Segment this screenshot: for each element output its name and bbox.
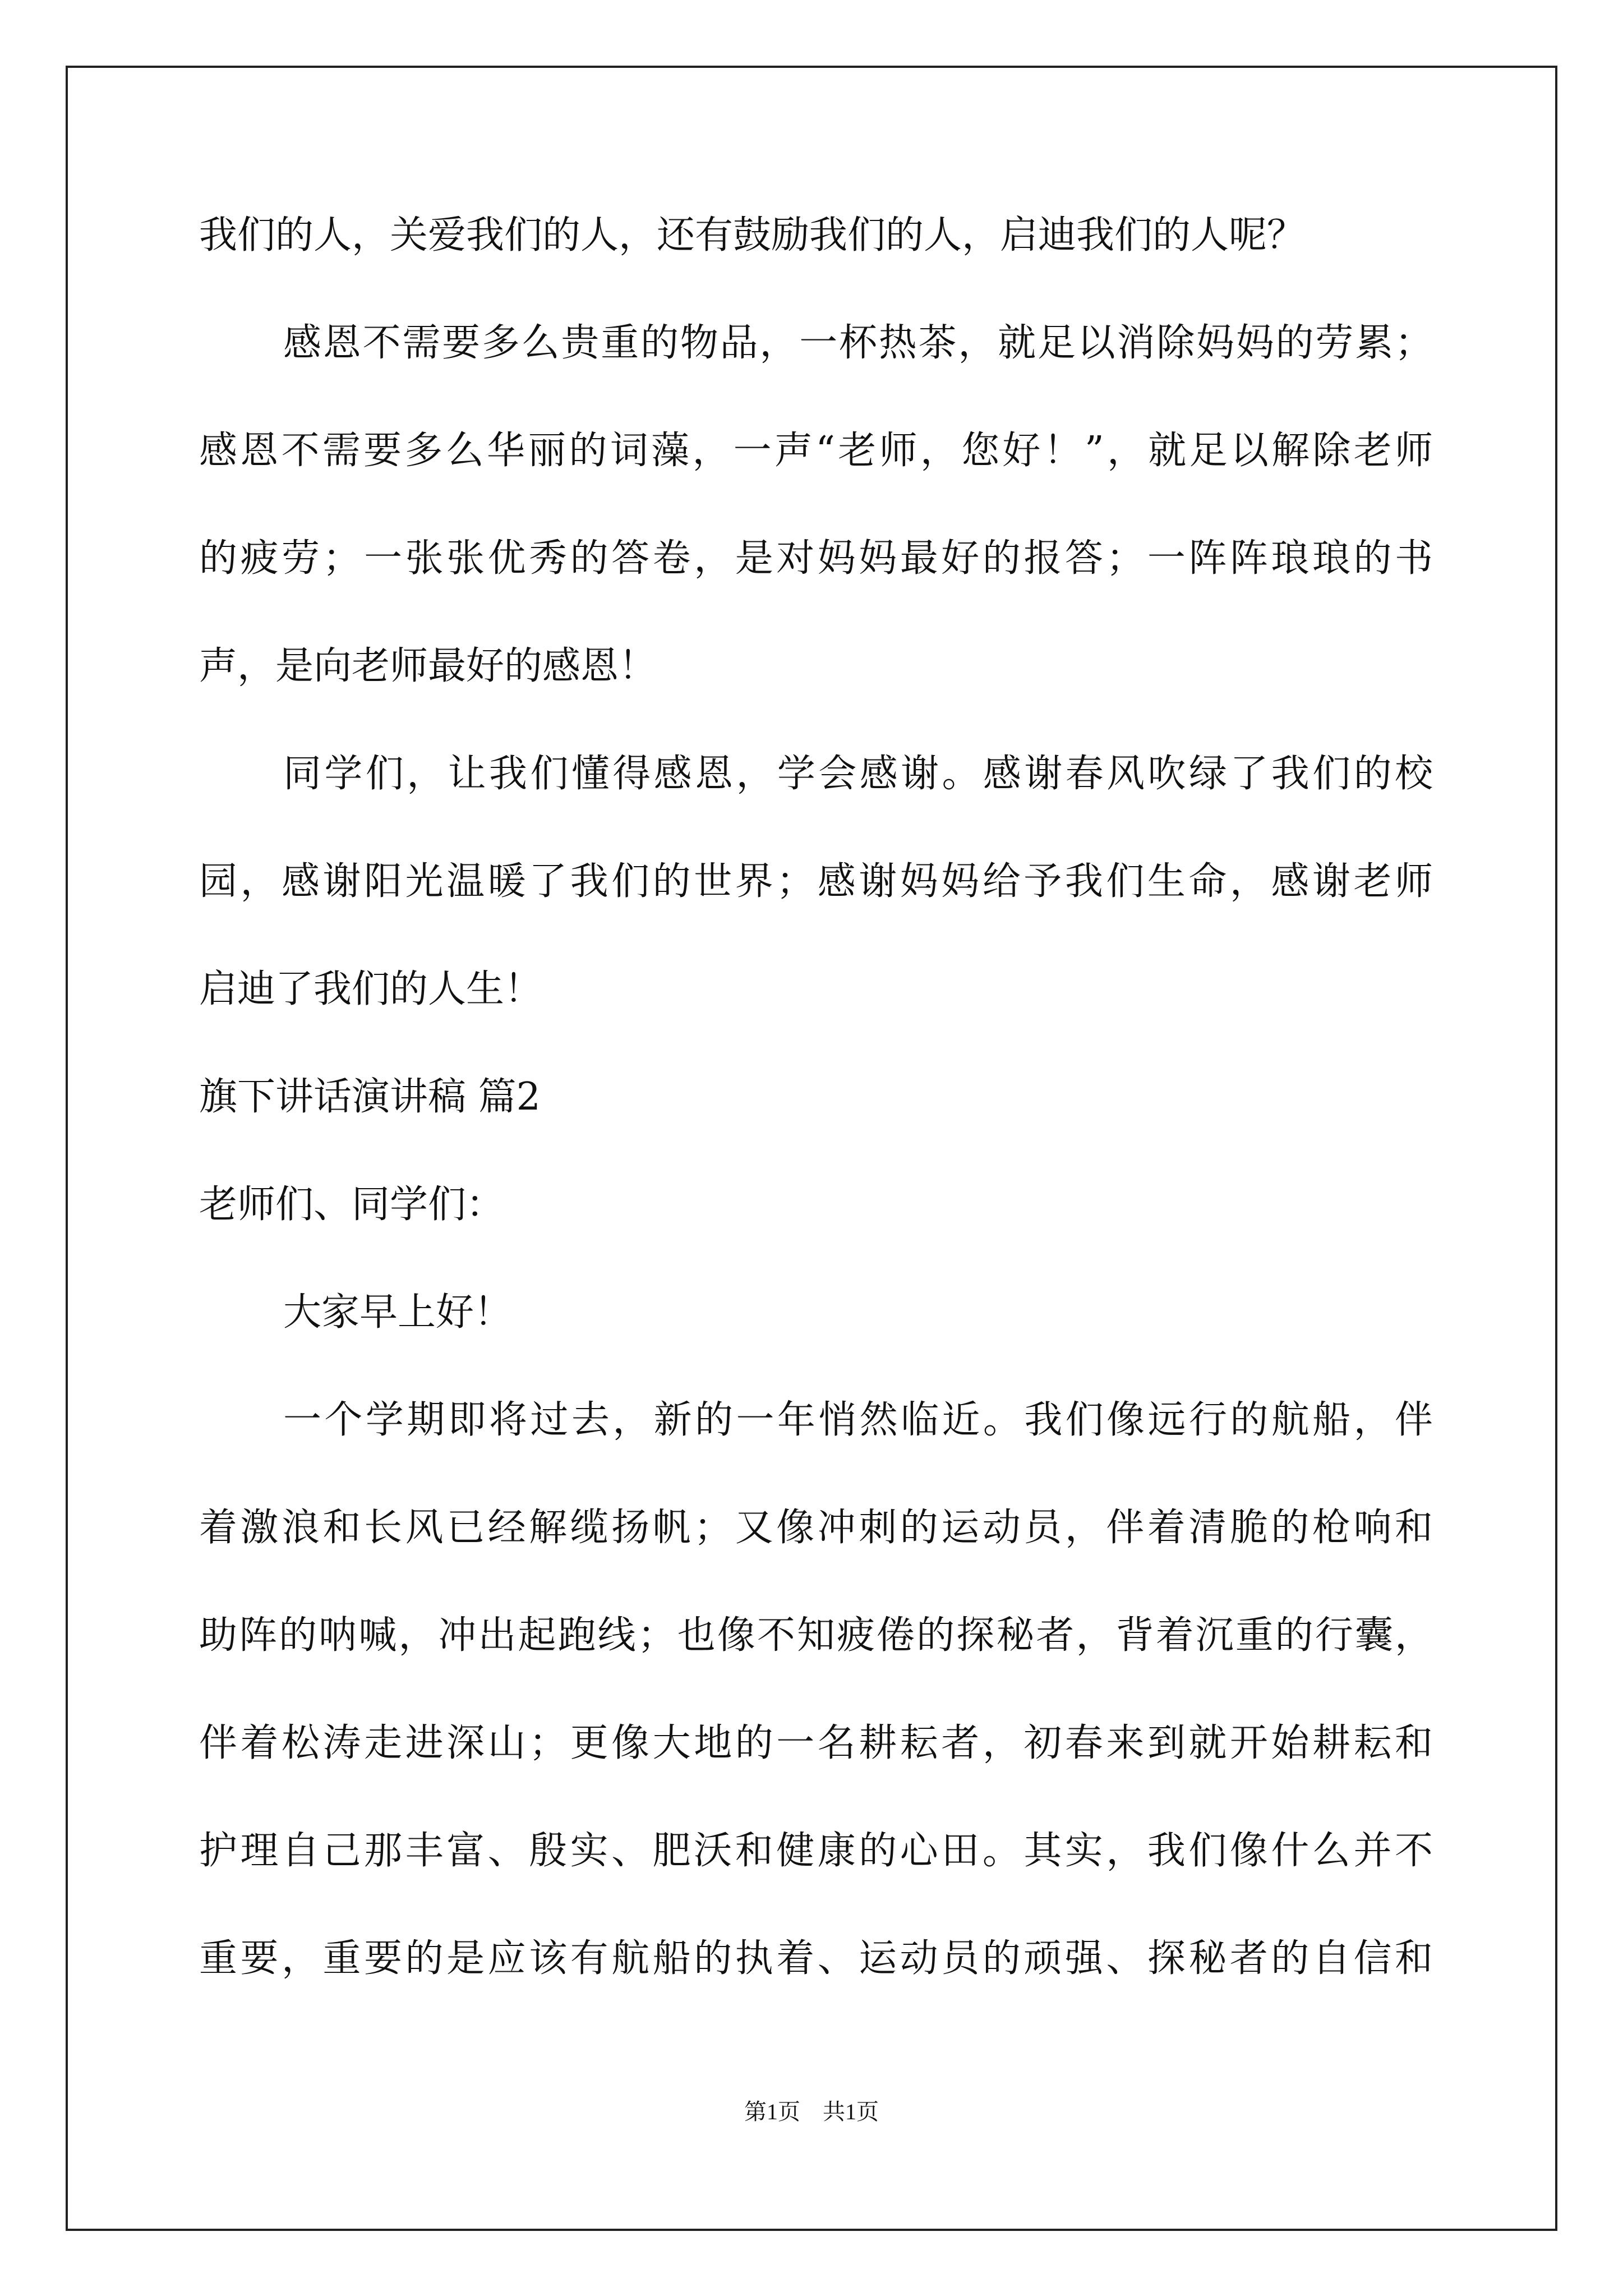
page-footer: 第1页 共1页 — [744, 2099, 879, 2124]
text-line: 我们的人，关爱我们的人，还有鼓励我们的人，启迪我们的人呢？ — [199, 213, 1306, 257]
greeting: 大家早上好！ — [283, 1290, 513, 1335]
salutation: 老师们、同学们： — [199, 1182, 505, 1227]
text-line: 一个学期即将过去，新的一年悄然临近。我们像远行的航船，伴 — [283, 1398, 1433, 1442]
text-line: 着激浪和长风已经解缆扬帆；又像冲刺的运动员，伴着清脆的枪响和 — [199, 1506, 1433, 1550]
text-line: 重要，重要的是应该有航船的执着、运动员的顽强、探秘者的自信和 — [199, 1936, 1433, 1981]
text-line: 感恩不需要多么贵重的物品，一杯热茶，就足以消除妈妈的劳累； — [283, 321, 1433, 365]
text-line: 伴着松涛走进深山；更像大地的一名耕耘者，初春来到就开始耕耘和 — [199, 1721, 1433, 1765]
page-border — [66, 66, 1557, 2231]
text-line: 同学们，让我们懂得感恩，学会感谢。感谢春风吹绿了我们的校 — [283, 752, 1433, 796]
text-line: 助阵的呐喊，冲出起跑线；也像不知疲倦的探秘者，背着沉重的行囊， — [199, 1613, 1433, 1658]
text-line: 的疲劳；一张张优秀的答卷，是对妈妈最好的报答；一阵阵琅琅的书 — [199, 536, 1433, 581]
text-line: 声，是向老师最好的感恩！ — [199, 644, 657, 688]
text-line: 园，感谢阳光温暖了我们的世界；感谢妈妈给予我们生命，感谢老师 — [199, 859, 1433, 904]
section-heading: 旗下讲话演讲稿 篇2 — [199, 1075, 541, 1119]
text-line: 护理自己那丰富、殷实、肥沃和健康的心田。其实，我们像什么并不 — [199, 1829, 1433, 1873]
text-line: 启迪了我们的人生！ — [199, 967, 543, 1011]
text-line: 感恩不需要多么华丽的词藻，一声“老师，您好！”，就足以解除老师 — [199, 429, 1433, 473]
